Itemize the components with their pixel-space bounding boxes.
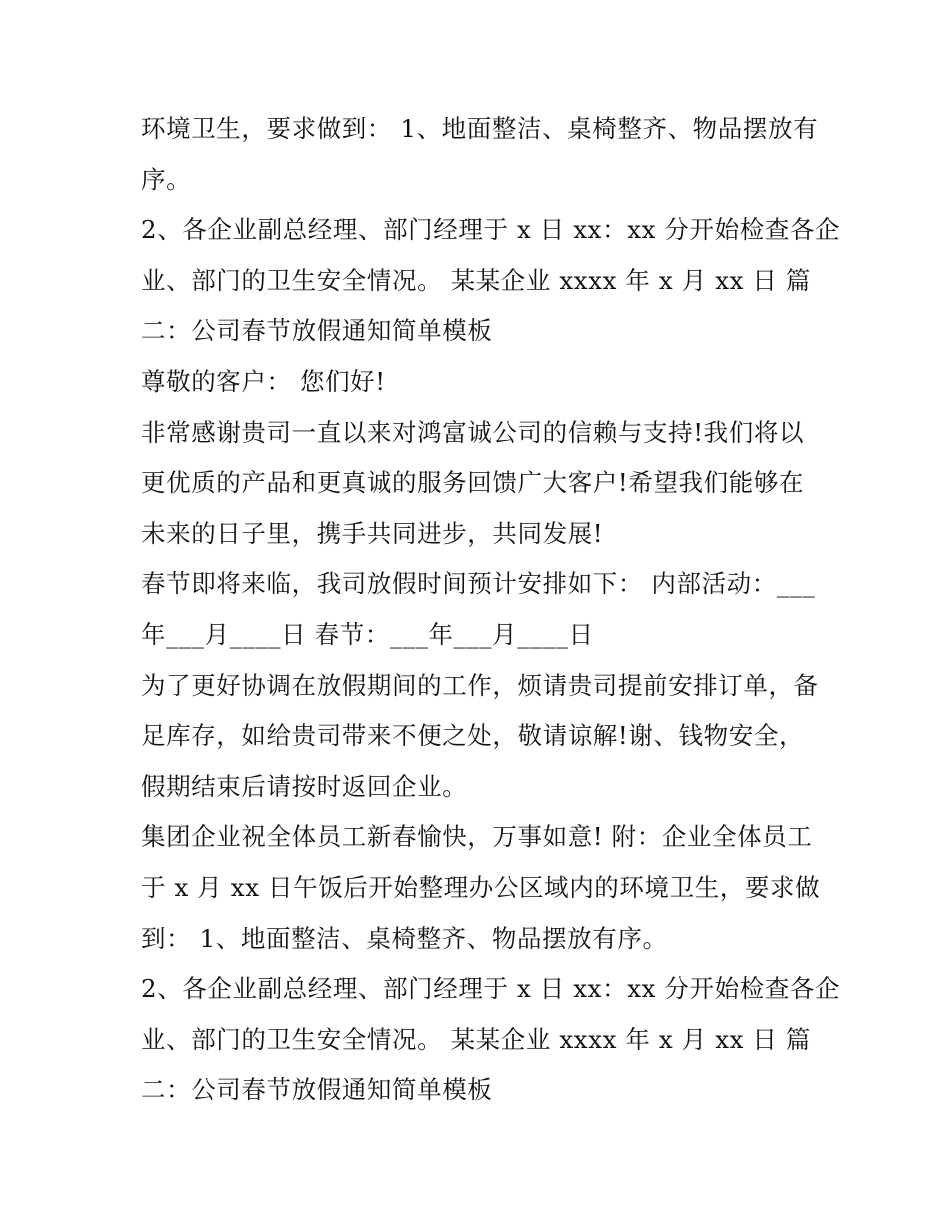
text-line: 假期结束后请按时返回企业。 [141, 771, 468, 801]
text-line: 春节即将来临，我司放假时间预计安排如下： 内部活动：___ [141, 569, 816, 599]
text-line: 尊敬的客户： 您们好! [141, 366, 386, 396]
text-line: 二：公司春节放假通知简单模板 [141, 1075, 493, 1105]
text-line: 集团企业祝全体员工新春愉快，万事如意! 附：企业全体员工 [141, 822, 813, 852]
document-body [141, 104, 841, 1116]
text-line: 环境卫生，要求做到： 1、地面整洁、桌椅整齐、物品摆放有 [141, 114, 819, 143]
text-line: 更优质的产品和更真诚的服务回馈广大客户!希望我们能够在 [141, 468, 805, 498]
text-line: 年___月____日 春节：___年___月____日 [141, 619, 594, 649]
text-line: 到： 1、地面整洁、桌椅整齐、物品摆放有序。 [141, 923, 668, 953]
text-line: 2、各企业副总经理、部门经理于 x 日 xx：xx 分开始检查各企 [141, 974, 841, 1004]
text-line: 于 x 月 xx 日午饭后开始整理办公区域内的环境卫生，要求做 [141, 872, 821, 902]
text-line: 足库存，如给贵司带来不便之处，敬请谅解!谢、钱物安全， [141, 721, 805, 751]
text-line: 非常感谢贵司一直以来对鸿富诚公司的信赖与支持!我们将以 [141, 417, 805, 447]
text-line: 业、部门的卫生安全情况。 某某企业 xxxx 年 x 月 xx 日 篇 [141, 265, 812, 295]
text-line: 未来的日子里，携手共同进步，共同发展! [141, 518, 604, 548]
text-line: 为了更好协调在放假期间的工作，烦请贵司提前安排订单，备 [141, 670, 819, 700]
text-line: 业、部门的卫生安全情况。 某某企业 xxxx 年 x 月 xx 日 篇 [141, 1024, 812, 1054]
text-line: 序。 [141, 164, 192, 194]
text-line: 2、各企业副总经理、部门经理于 x 日 xx：xx 分开始检查各企 [141, 215, 841, 245]
text-line: 二：公司春节放假通知简单模板 [141, 316, 493, 346]
